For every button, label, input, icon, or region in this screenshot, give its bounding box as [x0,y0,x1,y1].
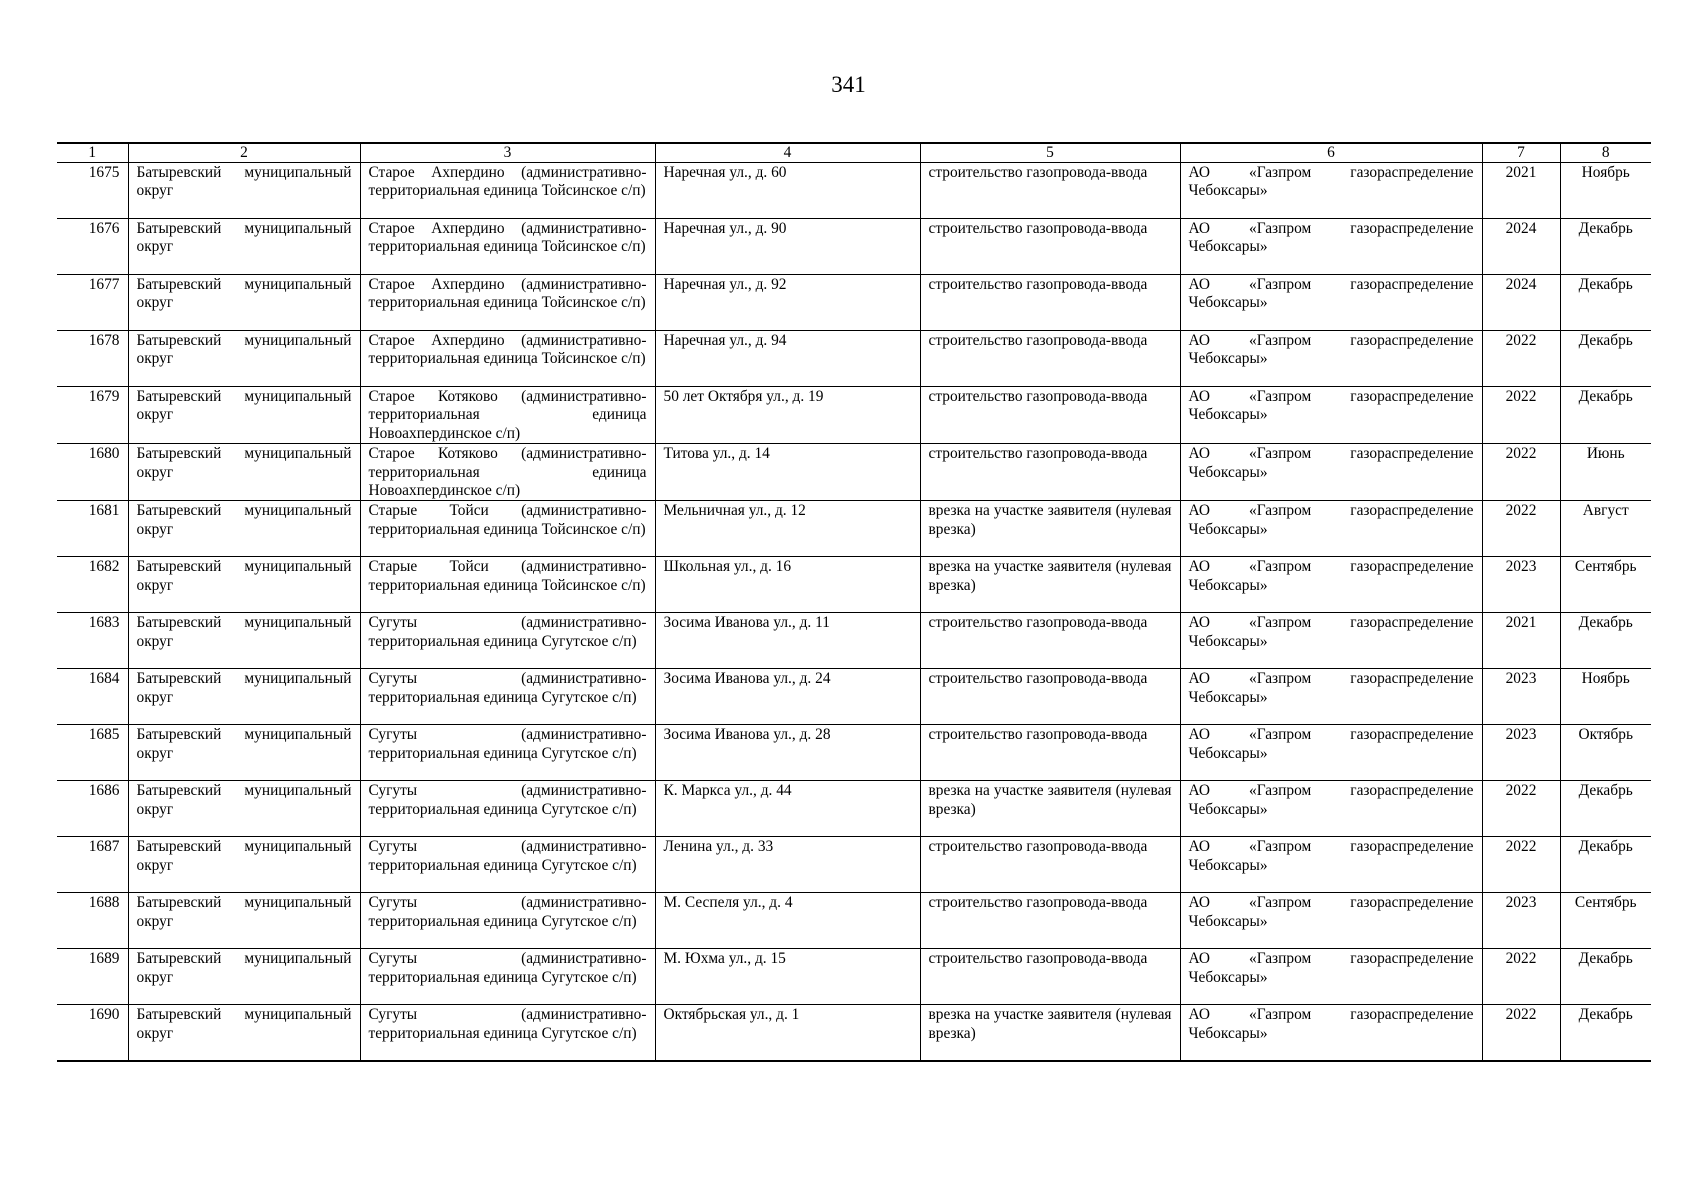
work-type-cell: врезка на участке заявителя (нулевая врезка) [920,1005,1180,1061]
month-cell: Август [1560,501,1651,557]
locality-cell: Сугуты (административно-территориальная единица Сугутское с/п) [360,893,655,949]
district-cell: Батыревский муниципальный округ [128,331,360,387]
locality-cell: Сугуты (административно-территориальная единица Сугутское с/п) [360,949,655,1005]
district-cell: Батыревский муниципальный округ [128,1005,360,1061]
district-cell: Батыревский муниципальный округ [128,501,360,557]
district-cell: Батыревский муниципальный округ [128,444,360,501]
organization-cell: АО «Газпром газораспределение Чебоксары» [1180,949,1482,1005]
row-number-cell: 1679 [57,387,128,444]
row-number-cell: 1688 [57,893,128,949]
column-number: 1 [57,143,128,163]
gas-connection-table [57,142,1651,1062]
year-cell: 2024 [1482,275,1560,331]
table-row [57,444,1651,501]
locality-cell: Сугуты (административно-территориальная единица Сугутское с/п) [360,837,655,893]
column-number: 5 [920,143,1180,163]
year-cell: 2023 [1482,725,1560,781]
locality-cell: Сугуты (административно-территориальная единица Сугутское с/п) [360,725,655,781]
locality-cell: Старое Ахпердино (административно-территориальная единица Тойсинское с/п) [360,275,655,331]
locality-cell: Старое Котяково (административно-территориальная единица Новоахпердинское с/п) [360,387,655,444]
table-row [57,613,1651,669]
table-row [57,219,1651,275]
work-type-cell: врезка на участке заявителя (нулевая врезка) [920,781,1180,837]
district-cell: Батыревский муниципальный округ [128,893,360,949]
table-row [57,1005,1651,1061]
table-row [57,949,1651,1005]
table-row [57,781,1651,837]
year-cell: 2022 [1482,387,1560,444]
organization-cell: АО «Газпром газораспределение Чебоксары» [1180,501,1482,557]
locality-cell: Сугуты (административно-территориальная единица Сугутское с/п) [360,781,655,837]
month-cell: Декабрь [1560,331,1651,387]
month-cell: Октябрь [1560,725,1651,781]
row-number-cell: 1678 [57,331,128,387]
address-cell: Ленина ул., д. 33 [655,837,920,893]
table-row [57,163,1651,219]
district-cell: Батыревский муниципальный округ [128,837,360,893]
table-row [57,725,1651,781]
column-number-row [57,143,1651,163]
year-cell: 2021 [1482,613,1560,669]
row-number-cell: 1683 [57,613,128,669]
month-cell: Ноябрь [1560,669,1651,725]
table-row [57,893,1651,949]
locality-cell: Сугуты (административно-территориальная единица Сугутское с/п) [360,669,655,725]
organization-cell: АО «Газпром газораспределение Чебоксары» [1180,163,1482,219]
organization-cell: АО «Газпром газораспределение Чебоксары» [1180,893,1482,949]
work-type-cell: врезка на участке заявителя (нулевая врезка) [920,557,1180,613]
row-number-cell: 1687 [57,837,128,893]
work-type-cell: строительство газопровода-ввода [920,163,1180,219]
table-row [57,669,1651,725]
organization-cell: АО «Газпром газораспределение Чебоксары» [1180,387,1482,444]
locality-cell: Старое Ахпердино (административно-территориальная единица Тойсинское с/п) [360,331,655,387]
column-number: 2 [128,143,360,163]
locality-cell: Старые Тойси (административно-территориальная единица Тойсинское с/п) [360,557,655,613]
work-type-cell: строительство газопровода-ввода [920,837,1180,893]
locality-cell: Старое Ахпердино (административно-территориальная единица Тойсинское с/п) [360,163,655,219]
address-cell: Зосима Иванова ул., д. 11 [655,613,920,669]
work-type-cell: строительство газопровода-ввода [920,275,1180,331]
month-cell: Декабрь [1560,613,1651,669]
column-number: 4 [655,143,920,163]
address-cell: М. Сеспеля ул., д. 4 [655,893,920,949]
year-cell: 2023 [1482,893,1560,949]
address-cell: Зосима Иванова ул., д. 28 [655,725,920,781]
year-cell: 2023 [1482,557,1560,613]
month-cell: Сентябрь [1560,557,1651,613]
organization-cell: АО «Газпром газораспределение Чебоксары» [1180,837,1482,893]
work-type-cell: строительство газопровода-ввода [920,613,1180,669]
work-type-cell: строительство газопровода-ввода [920,444,1180,501]
locality-cell: Старое Котяково (административно-территориальная единица Новоахпердинское с/п) [360,444,655,501]
organization-cell: АО «Газпром газораспределение Чебоксары» [1180,669,1482,725]
address-cell: Школьная ул., д. 16 [655,557,920,613]
month-cell: Декабрь [1560,781,1651,837]
address-cell: 50 лет Октября ул., д. 19 [655,387,920,444]
year-cell: 2022 [1482,837,1560,893]
row-number-cell: 1675 [57,163,128,219]
locality-cell: Сугуты (административно-территориальная единица Сугутское с/п) [360,613,655,669]
organization-cell: АО «Газпром газораспределение Чебоксары» [1180,331,1482,387]
row-number-cell: 1677 [57,275,128,331]
address-cell: Зосима Иванова ул., д. 24 [655,669,920,725]
organization-cell: АО «Газпром газораспределение Чебоксары» [1180,1005,1482,1061]
year-cell: 2023 [1482,669,1560,725]
row-number-cell: 1684 [57,669,128,725]
district-cell: Батыревский муниципальный округ [128,557,360,613]
district-cell: Батыревский муниципальный округ [128,275,360,331]
organization-cell: АО «Газпром газораспределение Чебоксары» [1180,725,1482,781]
district-cell: Батыревский муниципальный округ [128,949,360,1005]
month-cell: Декабрь [1560,949,1651,1005]
year-cell: 2022 [1482,1005,1560,1061]
row-number-cell: 1682 [57,557,128,613]
address-cell: Наречная ул., д. 94 [655,331,920,387]
row-number-cell: 1680 [57,444,128,501]
organization-cell: АО «Газпром газораспределение Чебоксары» [1180,781,1482,837]
locality-cell: Сугуты (административно-территориальная единица Сугутское с/п) [360,1005,655,1061]
district-cell: Батыревский муниципальный округ [128,163,360,219]
address-cell: Титова ул., д. 14 [655,444,920,501]
year-cell: 2022 [1482,501,1560,557]
work-type-cell: строительство газопровода-ввода [920,331,1180,387]
organization-cell: АО «Газпром газораспределение Чебоксары» [1180,275,1482,331]
work-type-cell: строительство газопровода-ввода [920,725,1180,781]
year-cell: 2024 [1482,219,1560,275]
address-cell: Мельничная ул., д. 12 [655,501,920,557]
work-type-cell: строительство газопровода-ввода [920,669,1180,725]
year-cell: 2022 [1482,444,1560,501]
month-cell: Декабрь [1560,1005,1651,1061]
work-type-cell: строительство газопровода-ввода [920,387,1180,444]
month-cell: Декабрь [1560,275,1651,331]
month-cell: Декабрь [1560,837,1651,893]
month-cell: Декабрь [1560,387,1651,444]
table-row [57,501,1651,557]
column-number: 3 [360,143,655,163]
district-cell: Батыревский муниципальный округ [128,725,360,781]
table-row [57,557,1651,613]
row-number-cell: 1689 [57,949,128,1005]
row-number-cell: 1690 [57,1005,128,1061]
address-cell: Октябрьская ул., д. 1 [655,1005,920,1061]
work-type-cell: строительство газопровода-ввода [920,219,1180,275]
table-row [57,275,1651,331]
month-cell: Ноябрь [1560,163,1651,219]
work-type-cell: врезка на участке заявителя (нулевая врезка) [920,501,1180,557]
year-cell: 2022 [1482,331,1560,387]
district-cell: Батыревский муниципальный округ [128,781,360,837]
year-cell: 2021 [1482,163,1560,219]
district-cell: Батыревский муниципальный округ [128,387,360,444]
address-cell: Наречная ул., д. 92 [655,275,920,331]
organization-cell: АО «Газпром газораспределение Чебоксары» [1180,219,1482,275]
organization-cell: АО «Газпром газораспределение Чебоксары» [1180,613,1482,669]
address-cell: К. Маркса ул., д. 44 [655,781,920,837]
table-row [57,837,1651,893]
district-cell: Батыревский муниципальный округ [128,219,360,275]
address-cell: М. Юхма ул., д. 15 [655,949,920,1005]
row-number-cell: 1681 [57,501,128,557]
address-cell: Наречная ул., д. 90 [655,219,920,275]
row-number-cell: 1676 [57,219,128,275]
month-cell: Сентябрь [1560,893,1651,949]
row-number-cell: 1686 [57,781,128,837]
column-number: 7 [1482,143,1560,163]
column-number: 8 [1560,143,1651,163]
locality-cell: Старое Ахпердино (административно-территориальная единица Тойсинское с/п) [360,219,655,275]
district-cell: Батыревский муниципальный округ [128,669,360,725]
organization-cell: АО «Газпром газораспределение Чебоксары» [1180,557,1482,613]
column-number: 6 [1180,143,1482,163]
table-row [57,331,1651,387]
year-cell: 2022 [1482,949,1560,1005]
work-type-cell: строительство газопровода-ввода [920,949,1180,1005]
locality-cell: Старые Тойси (административно-территориальная единица Тойсинское с/п) [360,501,655,557]
row-number-cell: 1685 [57,725,128,781]
year-cell: 2022 [1482,781,1560,837]
organization-cell: АО «Газпром газораспределение Чебоксары» [1180,444,1482,501]
month-cell: Декабрь [1560,219,1651,275]
address-cell: Наречная ул., д. 60 [655,163,920,219]
page-number: 341 [831,72,866,97]
work-type-cell: строительство газопровода-ввода [920,893,1180,949]
table-row [57,387,1651,444]
district-cell: Батыревский муниципальный округ [128,613,360,669]
month-cell: Июнь [1560,444,1651,501]
